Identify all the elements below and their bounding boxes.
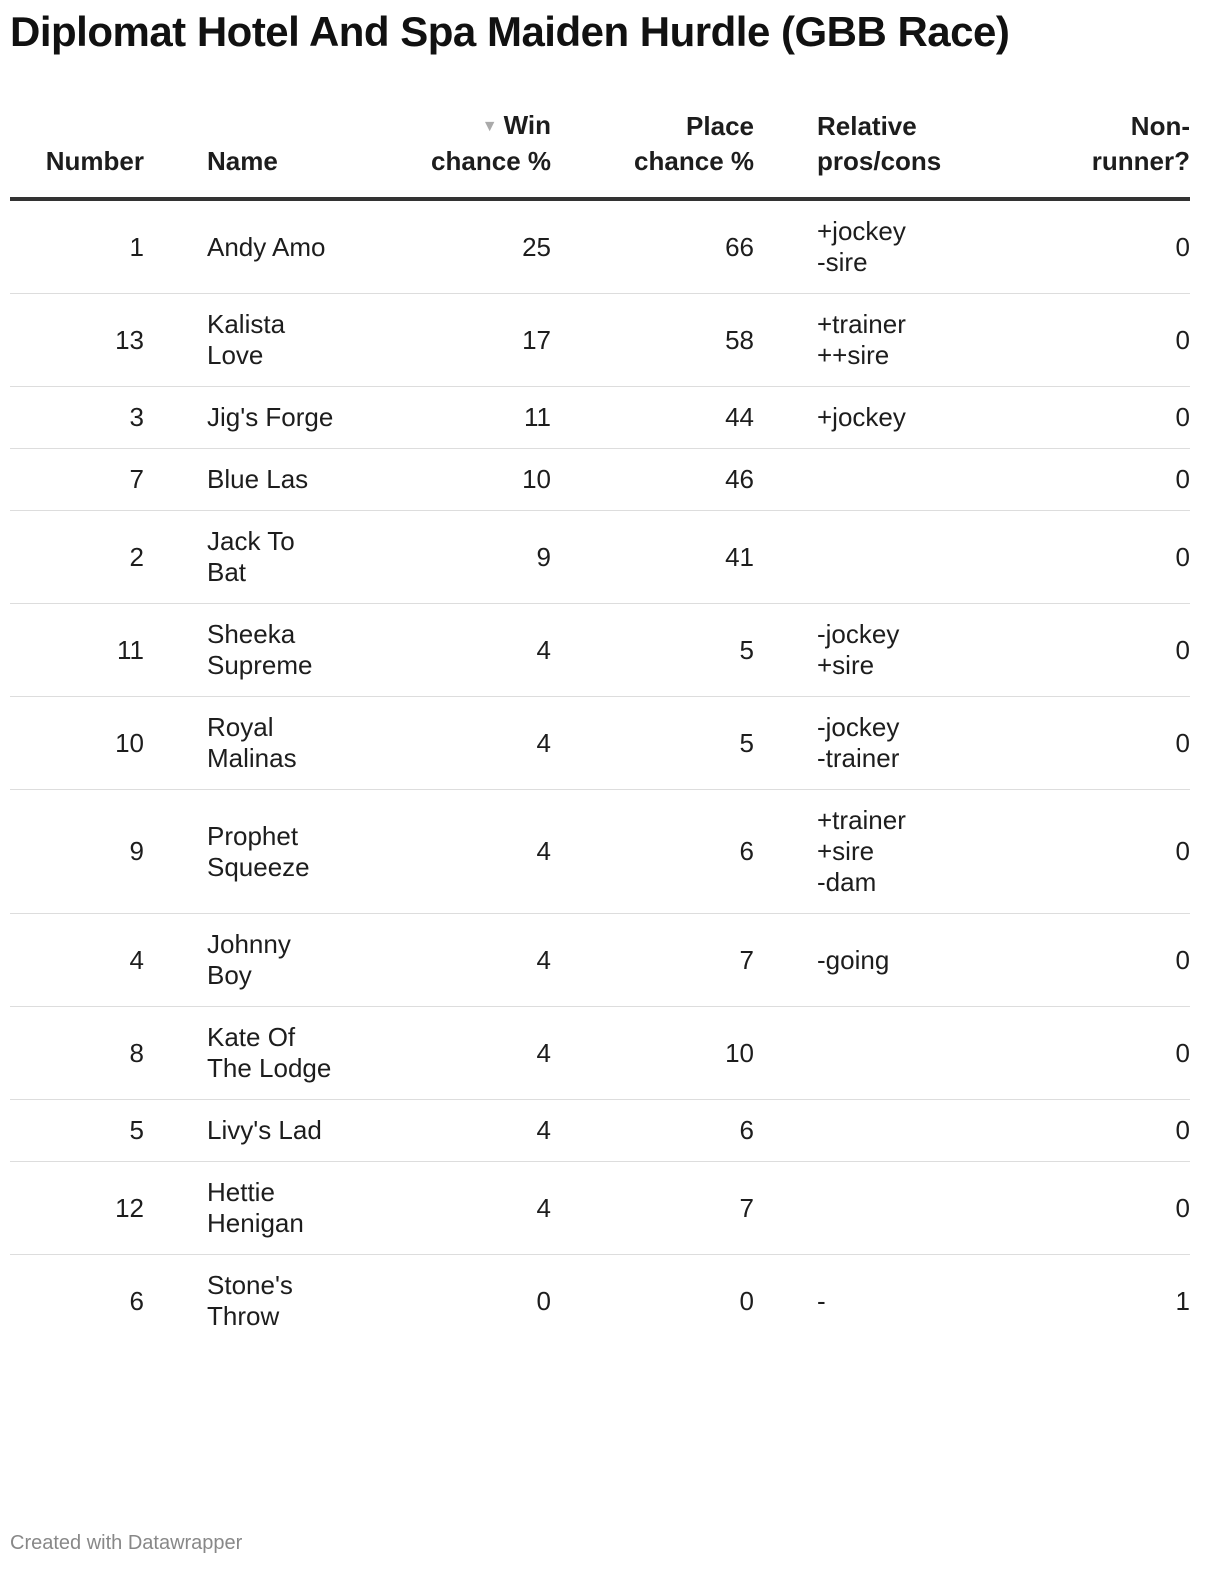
cell-relative-pros-cons: -jockey -trainer [754,697,1018,790]
cell-place-chance: 66 [551,199,754,294]
footer-credit[interactable]: Created with Datawrapper [10,1532,243,1554]
column-header-relative[interactable]: Relative pros/cons [754,108,1018,199]
cell-win-chance: 11 [362,387,551,449]
cell-place-chance: 46 [551,449,754,511]
column-header-number[interactable]: Number [10,108,144,199]
cell-relative-pros-cons: -going [754,914,1018,1007]
cell-name: Kalista Love [144,294,362,387]
cell-place-chance: 5 [551,604,754,697]
cell-win-chance: 25 [362,199,551,294]
cell-name: Jig's Forge [144,387,362,449]
cell-win-chance: 9 [362,511,551,604]
cell-name: Kate Of The Lodge [144,1007,362,1100]
table-row [10,1100,1190,1162]
header-row [10,108,1190,199]
cell-non-runner: 0 [1018,790,1190,914]
cell-relative-pros-cons: +jockey [754,387,1018,449]
cell-place-chance: 6 [551,1100,754,1162]
cell-number: 9 [10,790,144,914]
table-row [10,449,1190,511]
cell-relative-pros-cons: +trainer ++sire [754,294,1018,387]
table-row [10,697,1190,790]
cell-name: Sheeka Supreme [144,604,362,697]
cell-name: Blue Las [144,449,362,511]
cell-number: 3 [10,387,144,449]
table-row [10,294,1190,387]
cell-win-chance: 4 [362,790,551,914]
column-header-place[interactable]: Place chance % [551,108,754,199]
cell-relative-pros-cons [754,1162,1018,1255]
cell-relative-pros-cons: +jockey -sire [754,199,1018,294]
cell-relative-pros-cons [754,511,1018,604]
cell-place-chance: 10 [551,1007,754,1100]
table-row [10,604,1190,697]
cell-win-chance: 10 [362,449,551,511]
cell-number: 8 [10,1007,144,1100]
cell-win-chance: 17 [362,294,551,387]
cell-non-runner: 0 [1018,199,1190,294]
cell-place-chance: 0 [739,1285,754,1316]
cell-relative-pros-cons [754,1007,1018,1100]
cell-win-chance: 4 [362,1162,551,1255]
cell-non-runner: 0 [1018,1007,1190,1100]
cell-win-chance: 4 [362,914,551,1007]
cell-non-runner: 0 [1018,1162,1190,1255]
table-row [10,790,1190,914]
table-row [10,914,1190,1007]
table-row [10,511,1190,604]
sort-descending-icon: ▼ [481,118,498,135]
chart-title: Diplomat Hotel And Spa Maiden Hurdle (GBB Race) [10,8,1010,55]
cell-number: 7 [10,449,144,511]
cell-name: Stone's Throw [207,1270,293,1331]
cell-number: 6 [129,1285,144,1316]
cell-name: Johnny Boy [144,914,362,1007]
cell-number: 4 [10,914,144,1007]
cell-number: 2 [10,511,144,604]
cell-non-runner: 0 [1018,294,1190,387]
cell-non-runner: 0 [1018,449,1190,511]
cell-place-chance: 41 [551,511,754,604]
column-header-non-runner[interactable]: Non- runner? [1018,108,1190,199]
cell-win-chance: 4 [362,604,551,697]
cell-win-chance: 0 [536,1285,551,1316]
race-table [10,108,1190,1347]
cell-non-runner: 0 [1018,604,1190,697]
cell-non-runner: 0 [1018,914,1190,1007]
table-row [10,1007,1190,1100]
cell-non-runner: 1 [1175,1285,1190,1316]
cell-number: 5 [10,1100,144,1162]
cell-place-chance: 44 [551,387,754,449]
column-header-name[interactable]: Name [144,108,362,199]
cell-non-runner: 0 [1018,697,1190,790]
table-row [10,1255,1190,1348]
cell-relative-pros-cons [754,1100,1018,1162]
cell-name: Livy's Lad [144,1100,362,1162]
column-header-win-label: Win chance % [431,110,551,176]
table-row [10,387,1190,449]
cell-name: Prophet Squeeze [144,790,362,914]
cell-place-chance: 7 [551,914,754,1007]
column-header-win[interactable] [362,108,551,199]
cell-win-chance: 4 [362,697,551,790]
cell-number: 11 [10,604,144,697]
cell-relative-pros-cons: - [817,1285,826,1316]
cell-win-chance: 4 [362,1007,551,1100]
cell-place-chance: 6 [551,790,754,914]
cell-non-runner: 0 [1018,511,1190,604]
cell-name: Hettie Henigan [144,1162,362,1255]
cell-place-chance: 58 [551,294,754,387]
table-row [10,1162,1190,1255]
cell-name: Royal Malinas [144,697,362,790]
cell-relative-pros-cons: +trainer +sire -dam [754,790,1018,914]
cell-name: Jack To Bat [144,511,362,604]
cell-number: 13 [10,294,144,387]
cell-place-chance: 7 [551,1162,754,1255]
cell-number: 10 [10,697,144,790]
table-row [10,199,1190,294]
cell-relative-pros-cons: -jockey +sire [754,604,1018,697]
table-body [10,199,1190,1347]
cell-non-runner: 0 [1018,387,1190,449]
cell-number: 1 [10,199,144,294]
cell-win-chance: 4 [362,1100,551,1162]
cell-non-runner: 0 [1018,1100,1190,1162]
cell-relative-pros-cons [754,449,1018,511]
cell-number: 12 [10,1162,144,1255]
cell-name: Andy Amo [144,199,362,294]
cell-place-chance: 5 [551,697,754,790]
